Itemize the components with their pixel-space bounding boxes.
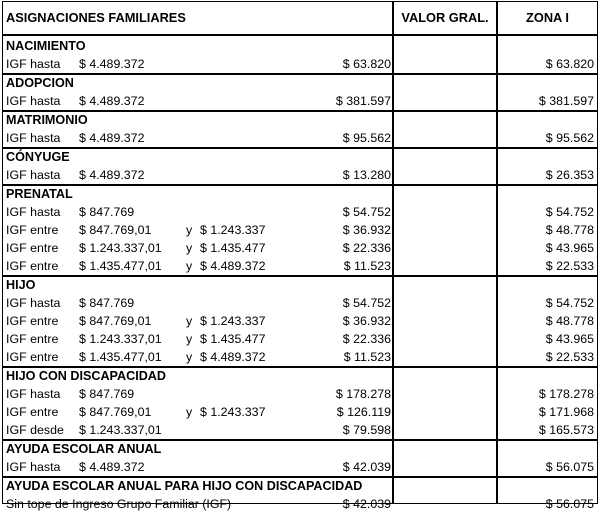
valor-gral-cell: $ 63.820: [342, 57, 391, 71]
row-connector: y: [186, 259, 193, 273]
section-title: HIJO: [6, 278, 36, 292]
table-row: [3, 330, 597, 348]
row-amount: $ 1.435.477,01: [79, 350, 162, 364]
valor-gral-cell: $ 54.752: [342, 205, 391, 219]
row-connector: y: [186, 405, 193, 419]
valor-gral-cell: $ 11.523: [343, 350, 391, 364]
valor-gral-cell: $ 36.932: [342, 314, 391, 328]
table-header: [3, 2, 597, 36]
section-title: HIJO CON DISCAPACIDAD: [6, 369, 166, 383]
valor-gral-cell: $ 79.598: [342, 423, 391, 437]
row-amount-upper: $ 4.489.372: [200, 350, 266, 364]
valor-gral-cell: $ 178.278: [335, 387, 391, 401]
row-label: IGF hasta: [6, 205, 61, 219]
row-amount: $ 847.769: [79, 387, 135, 401]
row-label: IGF hasta: [6, 57, 61, 71]
table-row: [3, 239, 597, 257]
section-title: AYUDA ESCOLAR ANUAL PARA HIJO CON DISCAPACIDAD: [6, 479, 363, 493]
valor-gral-cell: $ 13.280: [342, 168, 391, 182]
row-label: IGF hasta: [6, 131, 61, 145]
section-title: PRENATAL: [6, 187, 73, 201]
row-amount: $ 847.769: [79, 296, 135, 310]
row-amount-upper: $ 1.435.477: [200, 332, 266, 346]
zona-i-cell: $ 56.075: [545, 460, 594, 474]
row-amount: $ 4.489.372: [79, 460, 145, 474]
header-asignaciones: ASIGNACIONES FAMILIARES: [6, 10, 186, 25]
valor-gral-cell: $ 42.039: [342, 460, 391, 474]
row-amount: $ 847.769,01: [79, 223, 152, 237]
row-label: IGF entre: [6, 223, 59, 237]
valor-gral-cell: $ 95.562: [342, 131, 391, 145]
section-title: AYUDA ESCOLAR ANUAL: [6, 442, 162, 456]
table-row: [3, 257, 597, 275]
zona-i-cell: $ 165.573: [538, 423, 594, 437]
row-label: IGF entre: [6, 350, 59, 364]
table-row: [3, 403, 597, 421]
section-divider: [3, 110, 597, 112]
table-row: [3, 312, 597, 330]
section-divider: [3, 73, 597, 75]
zona-i-cell: $ 26.353: [545, 168, 594, 182]
row-amount-upper: $ 1.243.337: [200, 314, 266, 328]
zona-i-cell: $ 56.075: [545, 497, 594, 511]
row-connector: y: [186, 350, 193, 364]
valor-gral-cell: $ 126.119: [336, 405, 391, 419]
asignaciones-table: [2, 1, 598, 511]
zona-i-cell: $ 54.752: [545, 296, 594, 310]
zona-i-cell: $ 43.965: [545, 241, 594, 255]
table-row: [3, 458, 597, 476]
zona-i-cell: $ 54.752: [545, 205, 594, 219]
row-label: IGF hasta: [6, 296, 61, 310]
table-row: [3, 166, 597, 184]
row-label: IGF hasta: [6, 168, 61, 182]
section-title: ADOPCION: [6, 76, 74, 90]
section-title: NACIMIENTO: [6, 39, 86, 53]
row-amount: $ 1.243.337,01: [79, 332, 162, 346]
table-row: [3, 221, 597, 239]
row-amount: $ 4.489.372: [79, 94, 145, 108]
row-label: Sin tope de Ingreso Grupo Familiar (IGF): [6, 497, 232, 511]
table-row: [3, 495, 597, 513]
table-row: [3, 92, 597, 110]
header-zona-i: ZONA I: [496, 2, 597, 34]
row-connector: y: [186, 332, 193, 346]
table-row: [3, 203, 597, 221]
zona-i-cell: $ 63.820: [545, 57, 594, 71]
row-amount-upper: $ 1.243.337: [200, 223, 266, 237]
row-amount-upper: $ 1.243.337: [200, 405, 266, 419]
table-row: [3, 348, 597, 366]
row-amount: $ 1.243.337,01: [79, 241, 162, 255]
row-label: IGF entre: [6, 332, 59, 346]
row-amount: $ 847.769,01: [79, 314, 152, 328]
row-amount-upper: $ 1.435.477: [200, 241, 266, 255]
valor-gral-cell: $ 22.336: [342, 241, 391, 255]
section-title: CÓNYUGE: [6, 150, 70, 164]
row-amount: $ 1.243.337,01: [79, 423, 162, 437]
row-label: IGF hasta: [6, 460, 61, 474]
table-row: [3, 294, 597, 312]
table-row: [3, 129, 597, 147]
row-amount-upper: $ 4.489.372: [200, 259, 266, 273]
zona-i-cell: $ 22.533: [545, 259, 594, 273]
zona-i-cell: $ 171.968: [538, 405, 594, 419]
section-divider: [3, 147, 597, 149]
row-amount: $ 847.769,01: [79, 405, 152, 419]
valor-gral-cell: $ 381.597: [335, 94, 391, 108]
header-valor-gral: VALOR GRAL.: [392, 2, 496, 34]
zona-i-cell: $ 48.778: [545, 314, 594, 328]
zona-i-cell: $ 95.562: [545, 131, 594, 145]
table-row: [3, 421, 597, 439]
row-amount: $ 4.489.372: [79, 57, 145, 71]
table-row: [3, 385, 597, 403]
row-amount: $ 847.769: [79, 205, 135, 219]
row-label: IGF hasta: [6, 387, 61, 401]
row-amount: $ 1.435.477,01: [79, 259, 162, 273]
valor-gral-cell: $ 11.523: [343, 259, 391, 273]
row-label: IGF desde: [6, 423, 64, 437]
valor-gral-cell: $ 36.932: [342, 223, 391, 237]
valor-gral-cell: $ 54.752: [342, 296, 391, 310]
row-connector: y: [186, 314, 193, 328]
row-label: IGF entre: [6, 314, 59, 328]
row-label: IGF entre: [6, 405, 59, 419]
zona-i-cell: $ 178.278: [538, 387, 594, 401]
row-amount: $ 4.489.372: [79, 168, 145, 182]
row-label: IGF entre: [6, 241, 59, 255]
table-row: [3, 55, 597, 73]
zona-i-cell: $ 43.965: [545, 332, 594, 346]
section-divider: [3, 275, 597, 277]
zona-i-cell: $ 381.597: [538, 94, 594, 108]
row-amount: $ 4.489.372: [79, 131, 145, 145]
valor-gral-cell: $ 42.039: [342, 497, 391, 511]
row-connector: y: [186, 223, 193, 237]
valor-gral-cell: $ 22.336: [342, 332, 391, 346]
section-title: MATRIMONIO: [6, 113, 88, 127]
section-divider: [3, 184, 597, 186]
row-connector: y: [186, 241, 193, 255]
zona-i-cell: $ 22.533: [545, 350, 594, 364]
zona-i-cell: $ 48.778: [545, 223, 594, 237]
row-label: IGF entre: [6, 259, 59, 273]
row-label: IGF hasta: [6, 94, 61, 108]
